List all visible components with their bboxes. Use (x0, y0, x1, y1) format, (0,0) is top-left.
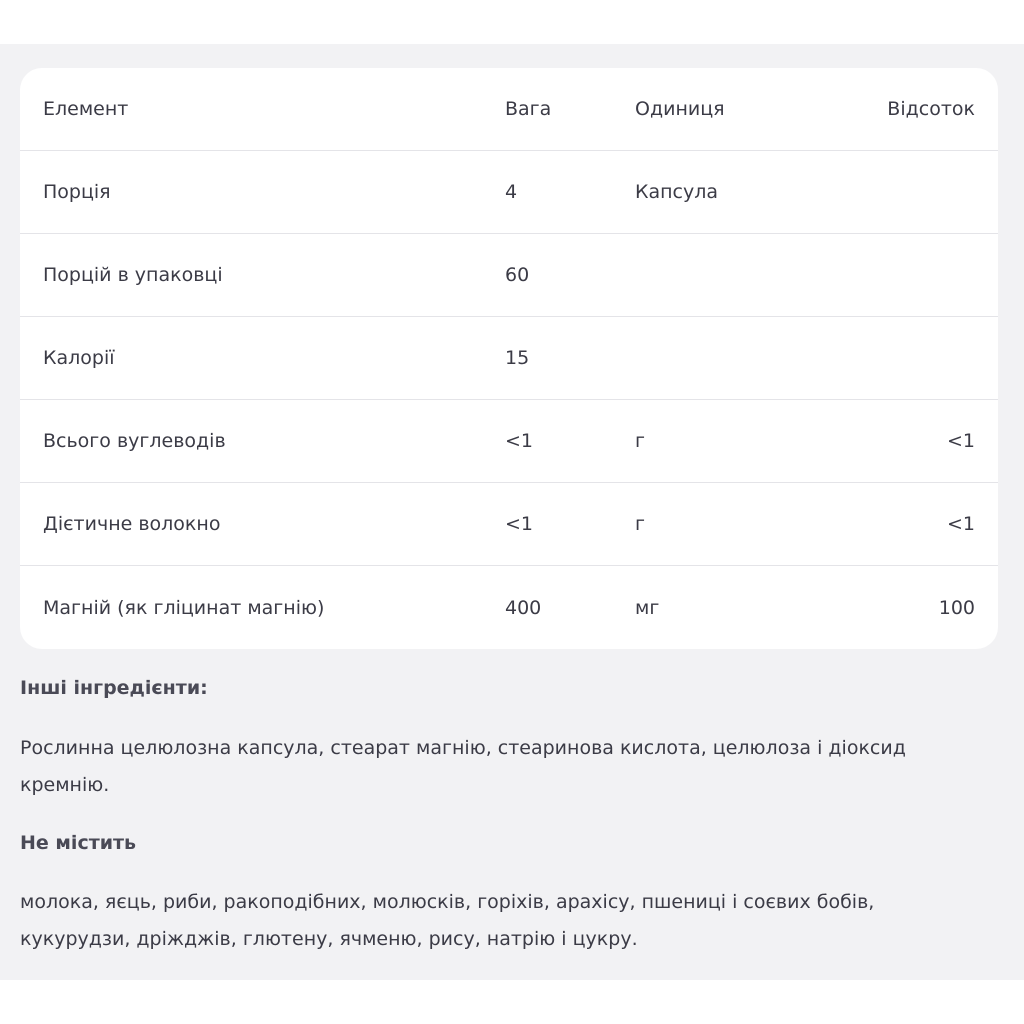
row-unit: г (635, 513, 645, 535)
row-weight: 400 (505, 596, 542, 619)
row-element: Калорії (43, 347, 115, 369)
header-element: Елемент (43, 98, 129, 120)
row-weight: 4 (505, 181, 518, 203)
row-weight: 60 (505, 264, 530, 286)
row-element: Дієтичне волокно (43, 513, 221, 535)
other-ingredients-text: Рослинна целюлозна капсула, стеарат магнію, стеаринова кислота, целюлоза і діоксид кремнію. (20, 737, 906, 796)
row-weight: <1 (505, 430, 534, 452)
table-header-row (20, 68, 998, 151)
row-weight: <1 (505, 513, 534, 535)
row-element: Всього вуглеводів (43, 430, 226, 452)
row-percent: <1 (946, 513, 975, 535)
row-percent: 100 (938, 596, 975, 619)
row-unit: г (635, 430, 645, 452)
row-weight: 15 (505, 347, 530, 369)
other-ingredients-title: Інші інгредієнти: (20, 677, 208, 699)
table-row (20, 566, 998, 649)
table-row (20, 234, 998, 317)
nutrition-table (20, 68, 998, 649)
header-unit: Одиниця (635, 98, 725, 120)
row-unit: Капсула (635, 181, 719, 203)
row-element: Порцій в упаковці (43, 264, 223, 286)
row-percent: <1 (946, 430, 975, 452)
header-weight: Вага (505, 98, 552, 120)
row-element: Магній (як гліцинат магнію) (43, 596, 325, 619)
header-percent: Відсоток (887, 98, 975, 120)
does-not-contain-text: молока, яєць, риби, ракоподібних, молюсків, горіхів, арахісу, пшениці і соєвих бобів, кукурудзи, дріжджів, глютену, ячменю, рису, натрію і цукру. (20, 891, 875, 950)
row-element: Порція (43, 181, 111, 203)
table-row (20, 400, 998, 483)
table-row (20, 483, 998, 566)
table-row (20, 317, 998, 400)
table-row (20, 151, 998, 234)
row-unit: мг (635, 596, 660, 619)
product-details-section (0, 44, 1024, 980)
does-not-contain-title: Не містить (20, 832, 137, 854)
